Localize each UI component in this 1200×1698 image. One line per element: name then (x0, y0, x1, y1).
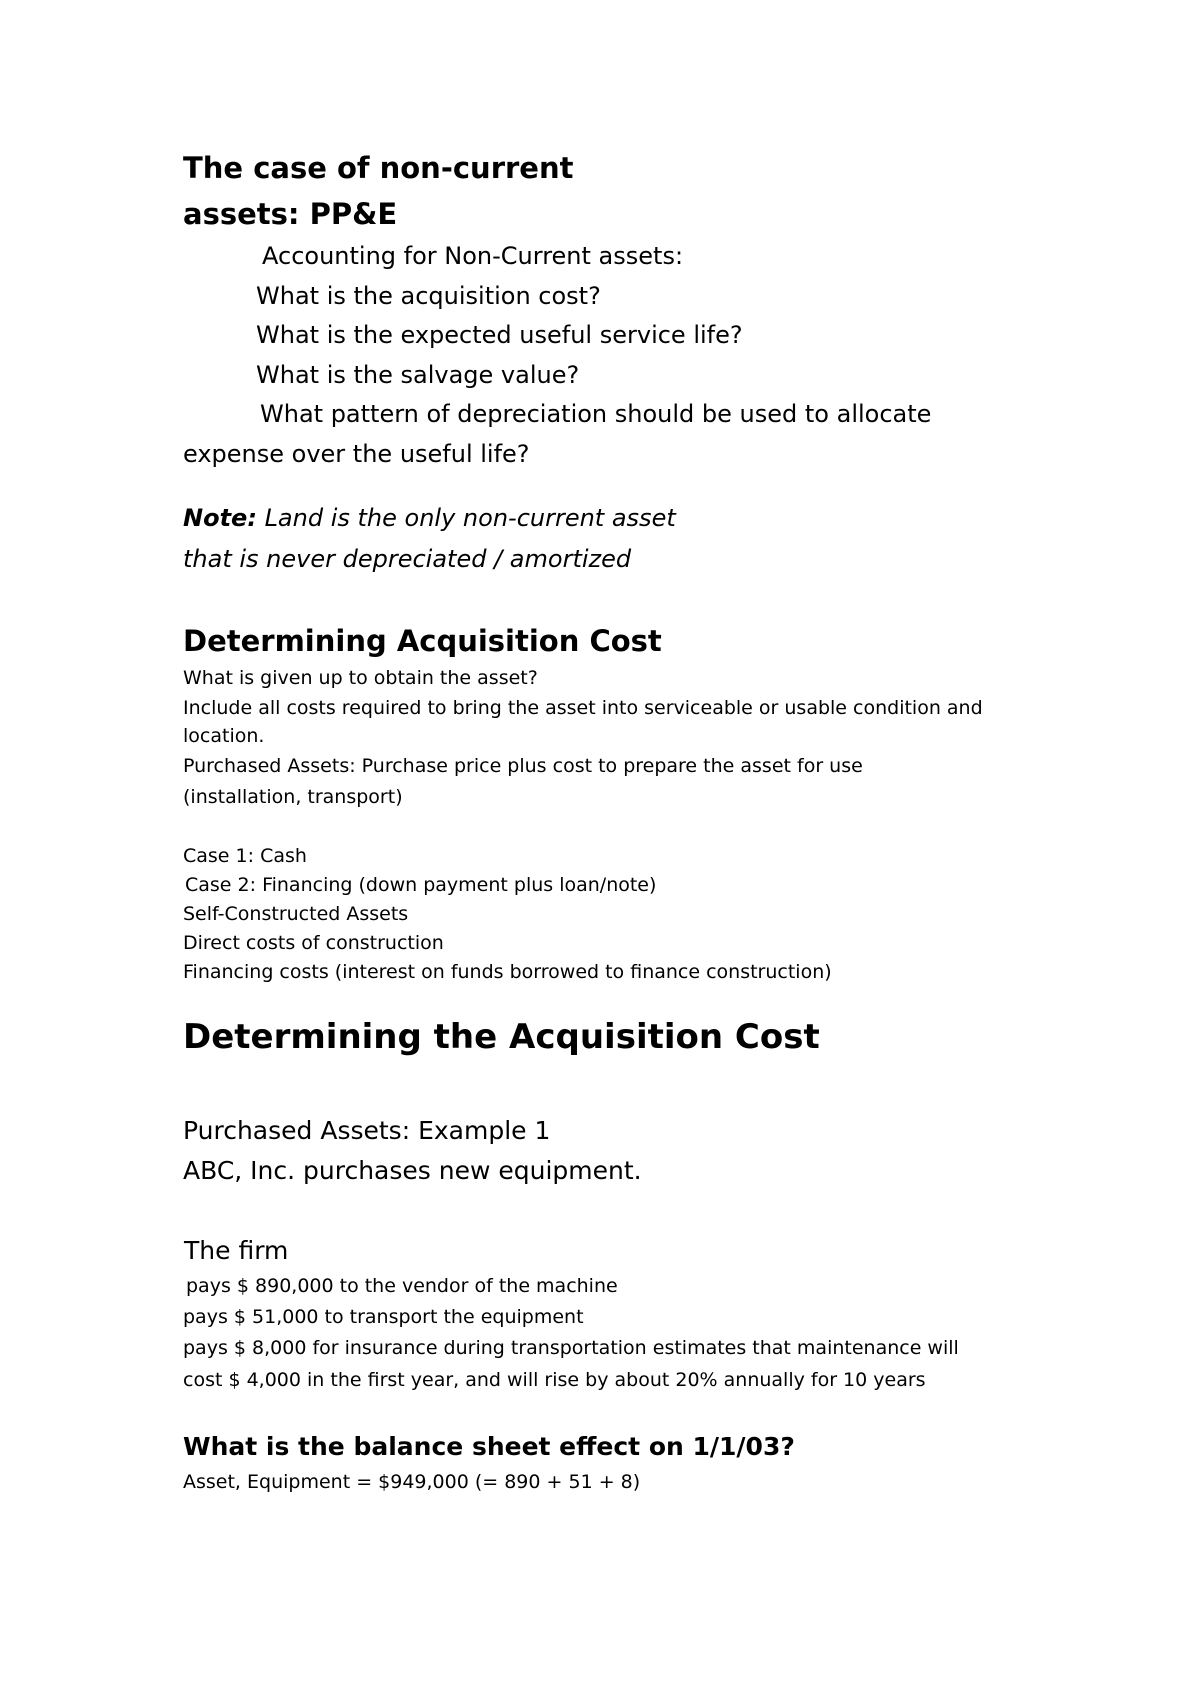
text-case-1: Case 1: Cash (183, 845, 307, 867)
text-direct-costs: Direct costs of construction (183, 932, 444, 954)
section-heading-determining-cost: Determining the Acquisition Cost (183, 1017, 820, 1057)
example-title: Purchased Assets: Example 1 (183, 1116, 551, 1145)
payment-vendor: pays $ 890,000 to the vendor of the machine (186, 1275, 618, 1297)
payment-insurance: pays $ 8,000 for insurance during transportation estimates that maintenance will (183, 1337, 959, 1359)
text-installation: (installation, transport) (183, 786, 403, 808)
title-line-2: assets: PP&E (183, 197, 398, 231)
maintenance-cost: cost $ 4,000 in the first year, and will rise by about 20% annually for 10 years (183, 1369, 926, 1391)
payment-transport: pays $ 51,000 to transport the equipment (183, 1306, 584, 1328)
question-depreciation-line-2: expense over the useful life? (183, 440, 530, 468)
title-line-1: The case of non-current (183, 151, 574, 185)
note-line-1 (183, 505, 676, 533)
note-line-2: that is never depreciated / amortized (183, 545, 632, 573)
text-financing-costs: Financing costs (interest on funds borrowed to finance construction) (183, 961, 832, 983)
balance-sheet-answer: Asset, Equipment = $949,000 (= 890 + 51 + 8) (183, 1471, 641, 1493)
note-label: Note: (183, 504, 257, 532)
text-location: location. (183, 725, 265, 747)
question-depreciation-line-1: What pattern of depreciation should be used to allocate (260, 400, 932, 428)
intro-line: Accounting for Non-Current assets: (262, 242, 684, 270)
question-salvage-value: What is the salvage value? (256, 361, 580, 389)
text-include-costs: Include all costs required to bring the asset into serviceable or usable condition and (183, 697, 983, 719)
text-self-constructed: Self-Constructed Assets (183, 903, 409, 925)
firm-heading: The firm (184, 1236, 289, 1265)
question-acquisition-cost: What is the acquisition cost? (256, 282, 601, 310)
example-description: ABC, Inc. purchases new equipment. (183, 1156, 642, 1185)
question-service-life: What is the expected useful service life? (256, 321, 743, 349)
balance-sheet-question: What is the balance sheet effect on 1/1/03? (183, 1432, 795, 1461)
text-case-2: Case 2: Financing (down payment plus loan/note) (185, 874, 657, 896)
text-given-up: What is given up to obtain the asset? (183, 667, 538, 689)
section-heading-acquisition-cost: Determining Acquisition Cost (183, 624, 662, 658)
text-purchased-assets: Purchased Assets: Purchase price plus cost to prepare the asset for use (183, 755, 863, 777)
note-text-1: Land is the only non-current asset (264, 504, 676, 532)
